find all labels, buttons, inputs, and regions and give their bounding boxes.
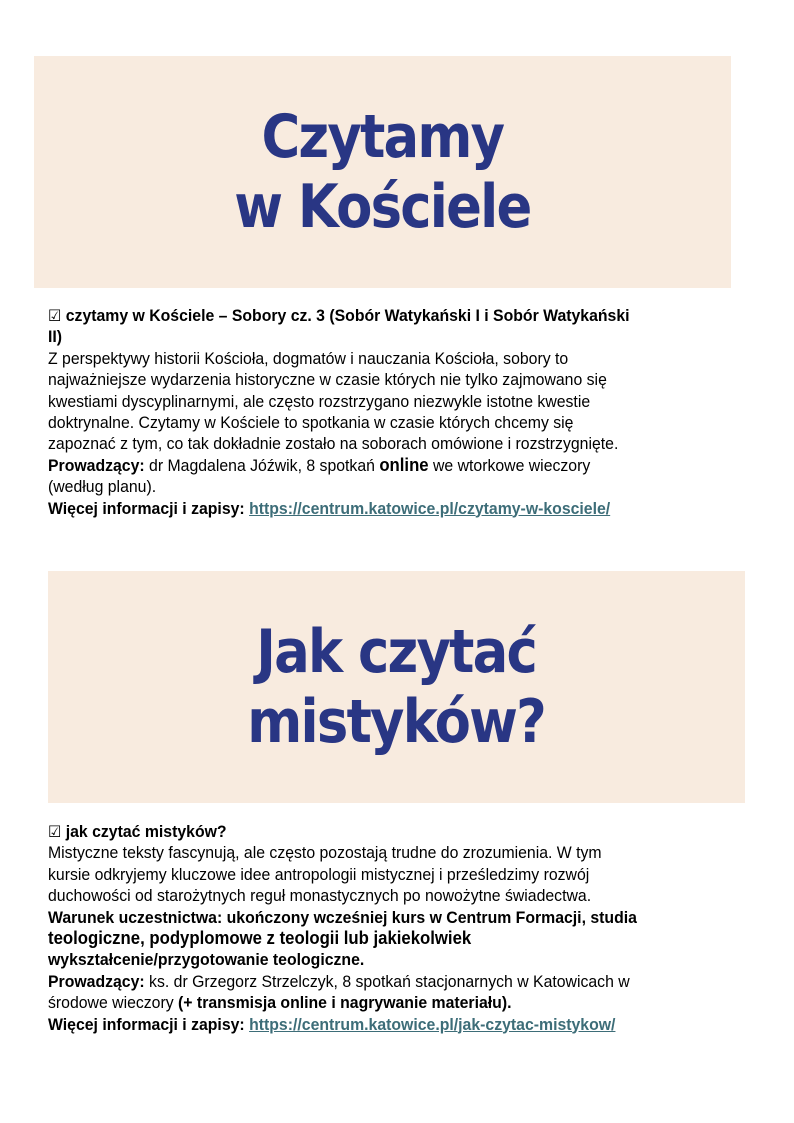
leader-text: dr Magdalena Jóźwik, 8 spotkań [144, 455, 380, 475]
leader-line-2 [48, 992, 708, 1013]
leader-label: Prowadzący: [48, 971, 145, 991]
leader-text: ks. dr Grzegorz Strzelczyk, 8 spotkań stacjonarnych w Katowicach w [144, 971, 630, 991]
desc-line: Mistyczne teksty fascynują, ale często pozostają trudne do zrozumienia. W tym [48, 843, 602, 863]
course-heading [48, 821, 708, 842]
banner-czytamy [34, 56, 731, 288]
banner-title [227, 617, 565, 757]
course-heading-cont: II) [48, 327, 63, 347]
banner-title-line: mistyków? [247, 687, 546, 757]
course-section-czytamy [48, 305, 758, 519]
more-info-line [48, 498, 708, 519]
checkbox-icon: ☑ [48, 822, 62, 841]
banner-title-line: Czytamy [261, 102, 504, 172]
desc-line: najważniejsze wydarzenia historyczne w czasie których nie tylko zajmowano się [48, 370, 607, 390]
leader-line [48, 971, 708, 992]
more-info-label: Więcej informacji i zapisy: [48, 498, 245, 518]
banner-title [214, 102, 551, 242]
desc-line: duchowości od starożytnych reguł monastycznych po nowożytne świadectwa. [48, 886, 592, 906]
leader-line-2-text: środowe wieczory [48, 993, 179, 1013]
more-info-line [48, 1014, 708, 1035]
banner-title-line: Jak czytać [256, 617, 537, 687]
course-link[interactable]: https://centrum.katowice.pl/czytamy-w-kosciele/ [249, 498, 611, 518]
desc-line: kwestiami dyscyplinarnymi, ale często rozstrzygano niezwykle istotne kwestie [48, 391, 591, 411]
leader-online: online [379, 454, 429, 475]
leader-line-2: (według planu). [48, 477, 157, 497]
course-heading-text: czytamy w Kościele – Sobory cz. 3 (Sobór Watykański I i Sobór Watykański [65, 306, 630, 325]
banner-title-line: w Kościele [234, 172, 531, 242]
condition-line: teologiczne, podyplomowe z teologii lub jakiekolwiek [48, 927, 472, 948]
condition-line: wykształcenie/przygotowanie teologiczne. [48, 950, 365, 970]
course-link[interactable]: https://centrum.katowice.pl/jak-czytac-mistykow/ [249, 1014, 616, 1034]
leader-label: Prowadzący: [48, 455, 145, 475]
condition-line: Warunek uczestnictwa: ukończony wcześniej kurs w Centrum Formacji, studia [48, 907, 637, 927]
course-heading-text: jak czytać mistyków? [65, 822, 227, 841]
course-section-mistycy [48, 821, 758, 1035]
desc-line: kursie odkryjemy kluczowe idee antropologii mistycznej i prześledzimy rozwój [48, 864, 590, 884]
desc-line: Z perspektywy historii Kościoła, dogmatów i nauczania Kościoła, sobory to [48, 348, 569, 368]
checkbox-icon: ☑ [48, 306, 62, 325]
leader-line [48, 455, 708, 476]
course-heading [48, 305, 708, 326]
desc-line: doktrynalne. Czytamy w Kościele to spotkania w czasie których chcemy się [48, 412, 574, 432]
leader-rest: we wtorkowe wieczory [428, 455, 591, 475]
leader-bold: (+ transmisja online i nagrywanie materiału). [178, 993, 512, 1013]
more-info-label: Więcej informacji i zapisy: [48, 1014, 245, 1034]
banner-mistycy [48, 571, 745, 803]
desc-line: zapoznać z tym, co tak dokładnie zostało na soborach omówione i rozstrzygnięte. [48, 434, 619, 454]
